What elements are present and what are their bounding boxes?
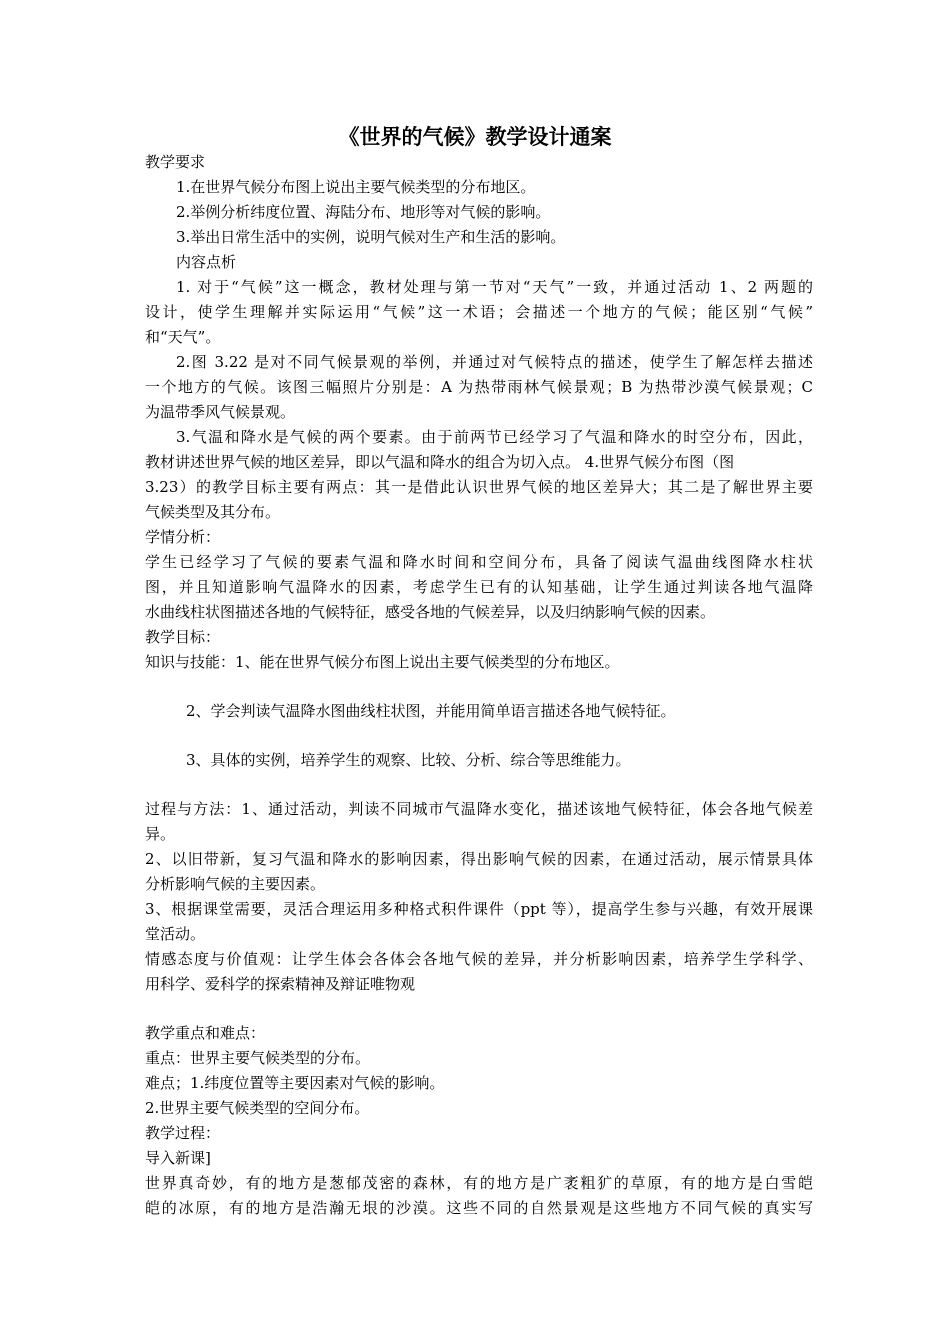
paragraph-line: 用科学、爱科学的探索精神及辩证唯物观 xyxy=(145,975,416,993)
document-title: 《世界的气候》教学设计通案 xyxy=(338,124,612,149)
section-heading-key-points: 教学重点和难点： xyxy=(145,1024,266,1042)
subheading-introduction: 导入新课] xyxy=(145,1149,211,1167)
paragraph-line: 为温带季风气候景观。 xyxy=(145,403,296,421)
paragraph-line: 和“天气”。 xyxy=(145,328,221,346)
section-heading-process: 教学过程： xyxy=(145,1124,221,1142)
paragraph-line: 堂活动。 xyxy=(145,925,206,943)
paragraph-line: 学生已经学习了气候的要素气温和降水时间和空间分布，具备了阅读气温曲线图降水柱状 xyxy=(145,553,813,571)
paragraph-line: 2.图 3.22 是对不同气候景观的举例，并通过对气候特点的描述，使学生了解怎样去描述 xyxy=(176,353,813,371)
difficult-point-1: 难点；1.纬度位置等主要因素对气候的影响。 xyxy=(145,1074,445,1092)
requirement-3: 3.举出日常生活中的实例，说明气候对生产和生活的影响。 xyxy=(176,228,566,246)
objective-knowledge-3: 3、具体的实例，培养学生的观察、比较、分析、综合等思维能力。 xyxy=(186,751,631,769)
difficult-point-2: 2.世界主要气候类型的空间分布。 xyxy=(145,1099,370,1117)
paragraph-line: 情感态度与价值观：让学生体会各体会各地气候的差异，并分析影响因素，培养学生学科学、 xyxy=(145,950,813,968)
paragraph-line: 3.气温和降水是气候的两个要素。由于前两节已经学习了气温和降水的时空分布，因此， xyxy=(176,428,813,446)
paragraph-line: 水曲线柱状图描述各地的气候特征，感受各地的气候差异，以及归纳影响气候的因素。 xyxy=(145,603,716,621)
paragraph-line: 过程与方法：1、通过活动，判读不同城市气温降水变化，描述该地气候特征，体会各地气候差 xyxy=(145,800,813,818)
paragraph-line: 一个地方的气候。该图三幅照片分别是：A 为热带雨林气候景观；B 为热带沙漠气候景观；C xyxy=(145,378,813,396)
paragraph-line: 教材讲述世界气候的地区差异，即以气温和降水的组合为切入点。 4.世界气候分布图（图 xyxy=(145,453,735,471)
paragraph-line: 设计，使学生理解并实际运用“气候”这一术语；会描述一个地方的气候；能区别“气候” xyxy=(145,303,813,321)
paragraph-line: 1. 对于“气候”这一概念，教材处理与第一节对“天气”一致，并通过活动 1、2 两题的 xyxy=(176,278,813,296)
paragraph-line: 世界真奇妙，有的地方是葱郁茂密的森林，有的地方是广袤粗犷的草原，有的地方是白雪皑 xyxy=(145,1174,813,1192)
paragraph-line: 分析影响气候的主要因素。 xyxy=(145,875,326,893)
paragraph-line: 皑的冰原，有的地方是浩瀚无垠的沙漠。这些不同的自然景观是这些地方不同气候的真实写 xyxy=(145,1199,813,1217)
paragraph-line: 异。 xyxy=(145,825,176,843)
paragraph-line: 气候类型及其分布。 xyxy=(145,503,281,521)
paragraph-line: 图，并且知道影响气温降水的因素，考虑学生已有的认知基础，让学生通过判读各地气温降 xyxy=(145,578,813,596)
section-heading-objectives: 教学目标： xyxy=(145,628,221,646)
paragraph-line: 2、以旧带新，复习气温和降水的影响因素，得出影响气候的因素，在通过活动，展示情景具体 xyxy=(145,850,813,868)
requirement-1: 1.在世界气候分布图上说出主要气候类型的分布地区。 xyxy=(176,178,536,196)
section-heading-requirements: 教学要求 xyxy=(145,153,206,171)
paragraph-line: 3.23）的教学目标主要有两点：其一是借此认识世界气候的地区差异大；其二是了解世界主要 xyxy=(145,478,813,496)
section-heading-analysis: 学情分析： xyxy=(145,528,221,546)
paragraph-line: 3、根据课堂需要，灵活合理运用多种格式积件课件（ppt 等），提高学生参与兴趣，有效开展课 xyxy=(145,900,813,918)
requirement-2: 2.举例分析纬度位置、海陆分布、地形等对气候的影响。 xyxy=(176,203,551,221)
objective-knowledge-1: 知识与技能：1、能在世界气候分布图上说出主要气候类型的分布地区。 xyxy=(145,653,620,671)
section-heading-content: 内容点析 xyxy=(176,253,237,271)
objective-knowledge-2: 2、学会判读气温降水图曲线柱状图，并能用简单语言描述各地气候特征。 xyxy=(186,702,676,720)
key-point: 重点：世界主要气候类型的分布。 xyxy=(145,1049,371,1067)
